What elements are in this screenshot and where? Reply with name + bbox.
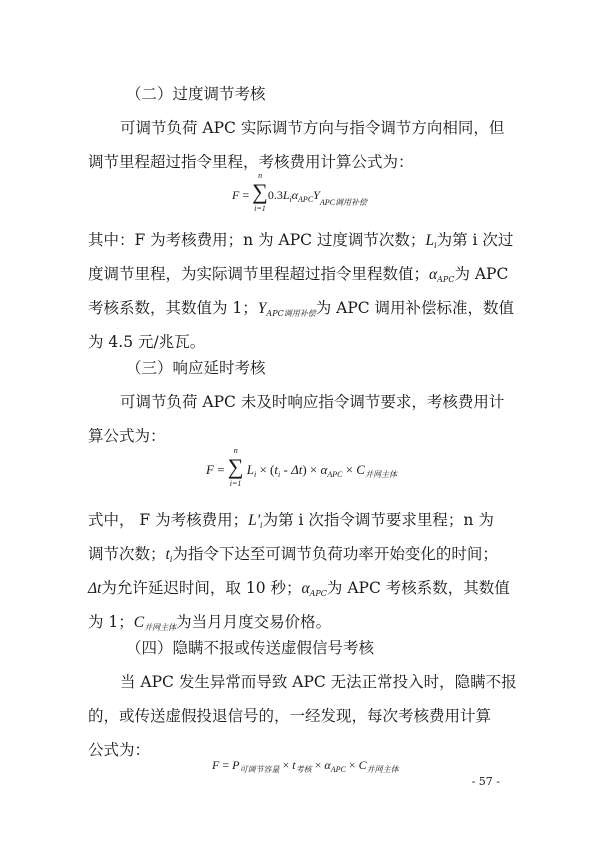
paragraph-line: 的，或传送虚假投退信号的，一经发现，每次考核费用计算 xyxy=(88,707,492,725)
paragraph-line: Δt为允许延迟时间，取 10 秒；$\alpha_{APC}$为 APC 考核系数，其数值 xyxy=(88,579,510,598)
paragraph-line: 调节里程超过指令里程，考核费用计算公式为： xyxy=(88,153,414,171)
paragraph-line: 为 1；$C_{并网主体}$为当月月度交易价格。 xyxy=(88,613,332,632)
page-number: - 57 - xyxy=(471,775,500,788)
paragraph-line: 考核系数，其数值为 1；$Y_{APC调用补偿}$为 APC 调用补偿标准，数值 xyxy=(88,299,515,318)
paragraph-line: 可调节负荷 APC 未及时响应指令调节要求，考核费用计 xyxy=(120,393,505,411)
formula-overadjust: F = ∑ n i=1 $0.3L_i\alpha_{APC}Y_{APC调用补偿}$ xyxy=(232,171,367,213)
paragraph-line: 为 4.5 元/兆瓦。 xyxy=(88,333,206,351)
paragraph-line: 度调节里程，为实际调节里程超过指令里程数值；$\alpha_{APC}$为 APC xyxy=(88,265,509,284)
section-heading-4: （四）隐瞒不报或传送虚假信号考核 xyxy=(126,639,375,657)
formula-false-signal: $F = P_{可调节容量} \times t_{考核} \times \alpha_{APC} \times C_{并网主体}$ xyxy=(212,758,399,774)
section-heading-2: （二）过度调节考核 xyxy=(126,85,266,103)
paragraph-line: 当 APC 发生异常而导致 APC 无法正常投入时，隐瞒不报 xyxy=(120,673,517,691)
sum-symbol: ∑ n i=1 xyxy=(227,446,244,488)
paragraph-line: 公式为： xyxy=(88,741,151,759)
formula-delay: F = ∑ n i=1 $L_i \times (t_i - \Delta t) \times \alpha_{APC} \times C_{并网主体}$ xyxy=(206,446,397,488)
paragraph-line: 式中， F 为考核费用；$L'_i$为第 i 次指令调节要求里程；n 为 xyxy=(88,511,494,530)
paragraph-line: 调节次数；$t_i$为指令下达至可调节负荷功率开始变化的时间； xyxy=(88,545,498,564)
paragraph-line: 可调节负荷 APC 实际调节方向与指令调节方向相同，但 xyxy=(120,119,505,137)
paragraph-line: 其中：F 为考核费用；n 为 APC 过度调节次数；$L_i$为第 i 次过 xyxy=(88,231,514,250)
section-heading-3: （三）响应延时考核 xyxy=(126,359,266,377)
sum-symbol: ∑ n i=1 xyxy=(252,171,268,213)
paragraph-line: 算公式为： xyxy=(88,427,166,445)
